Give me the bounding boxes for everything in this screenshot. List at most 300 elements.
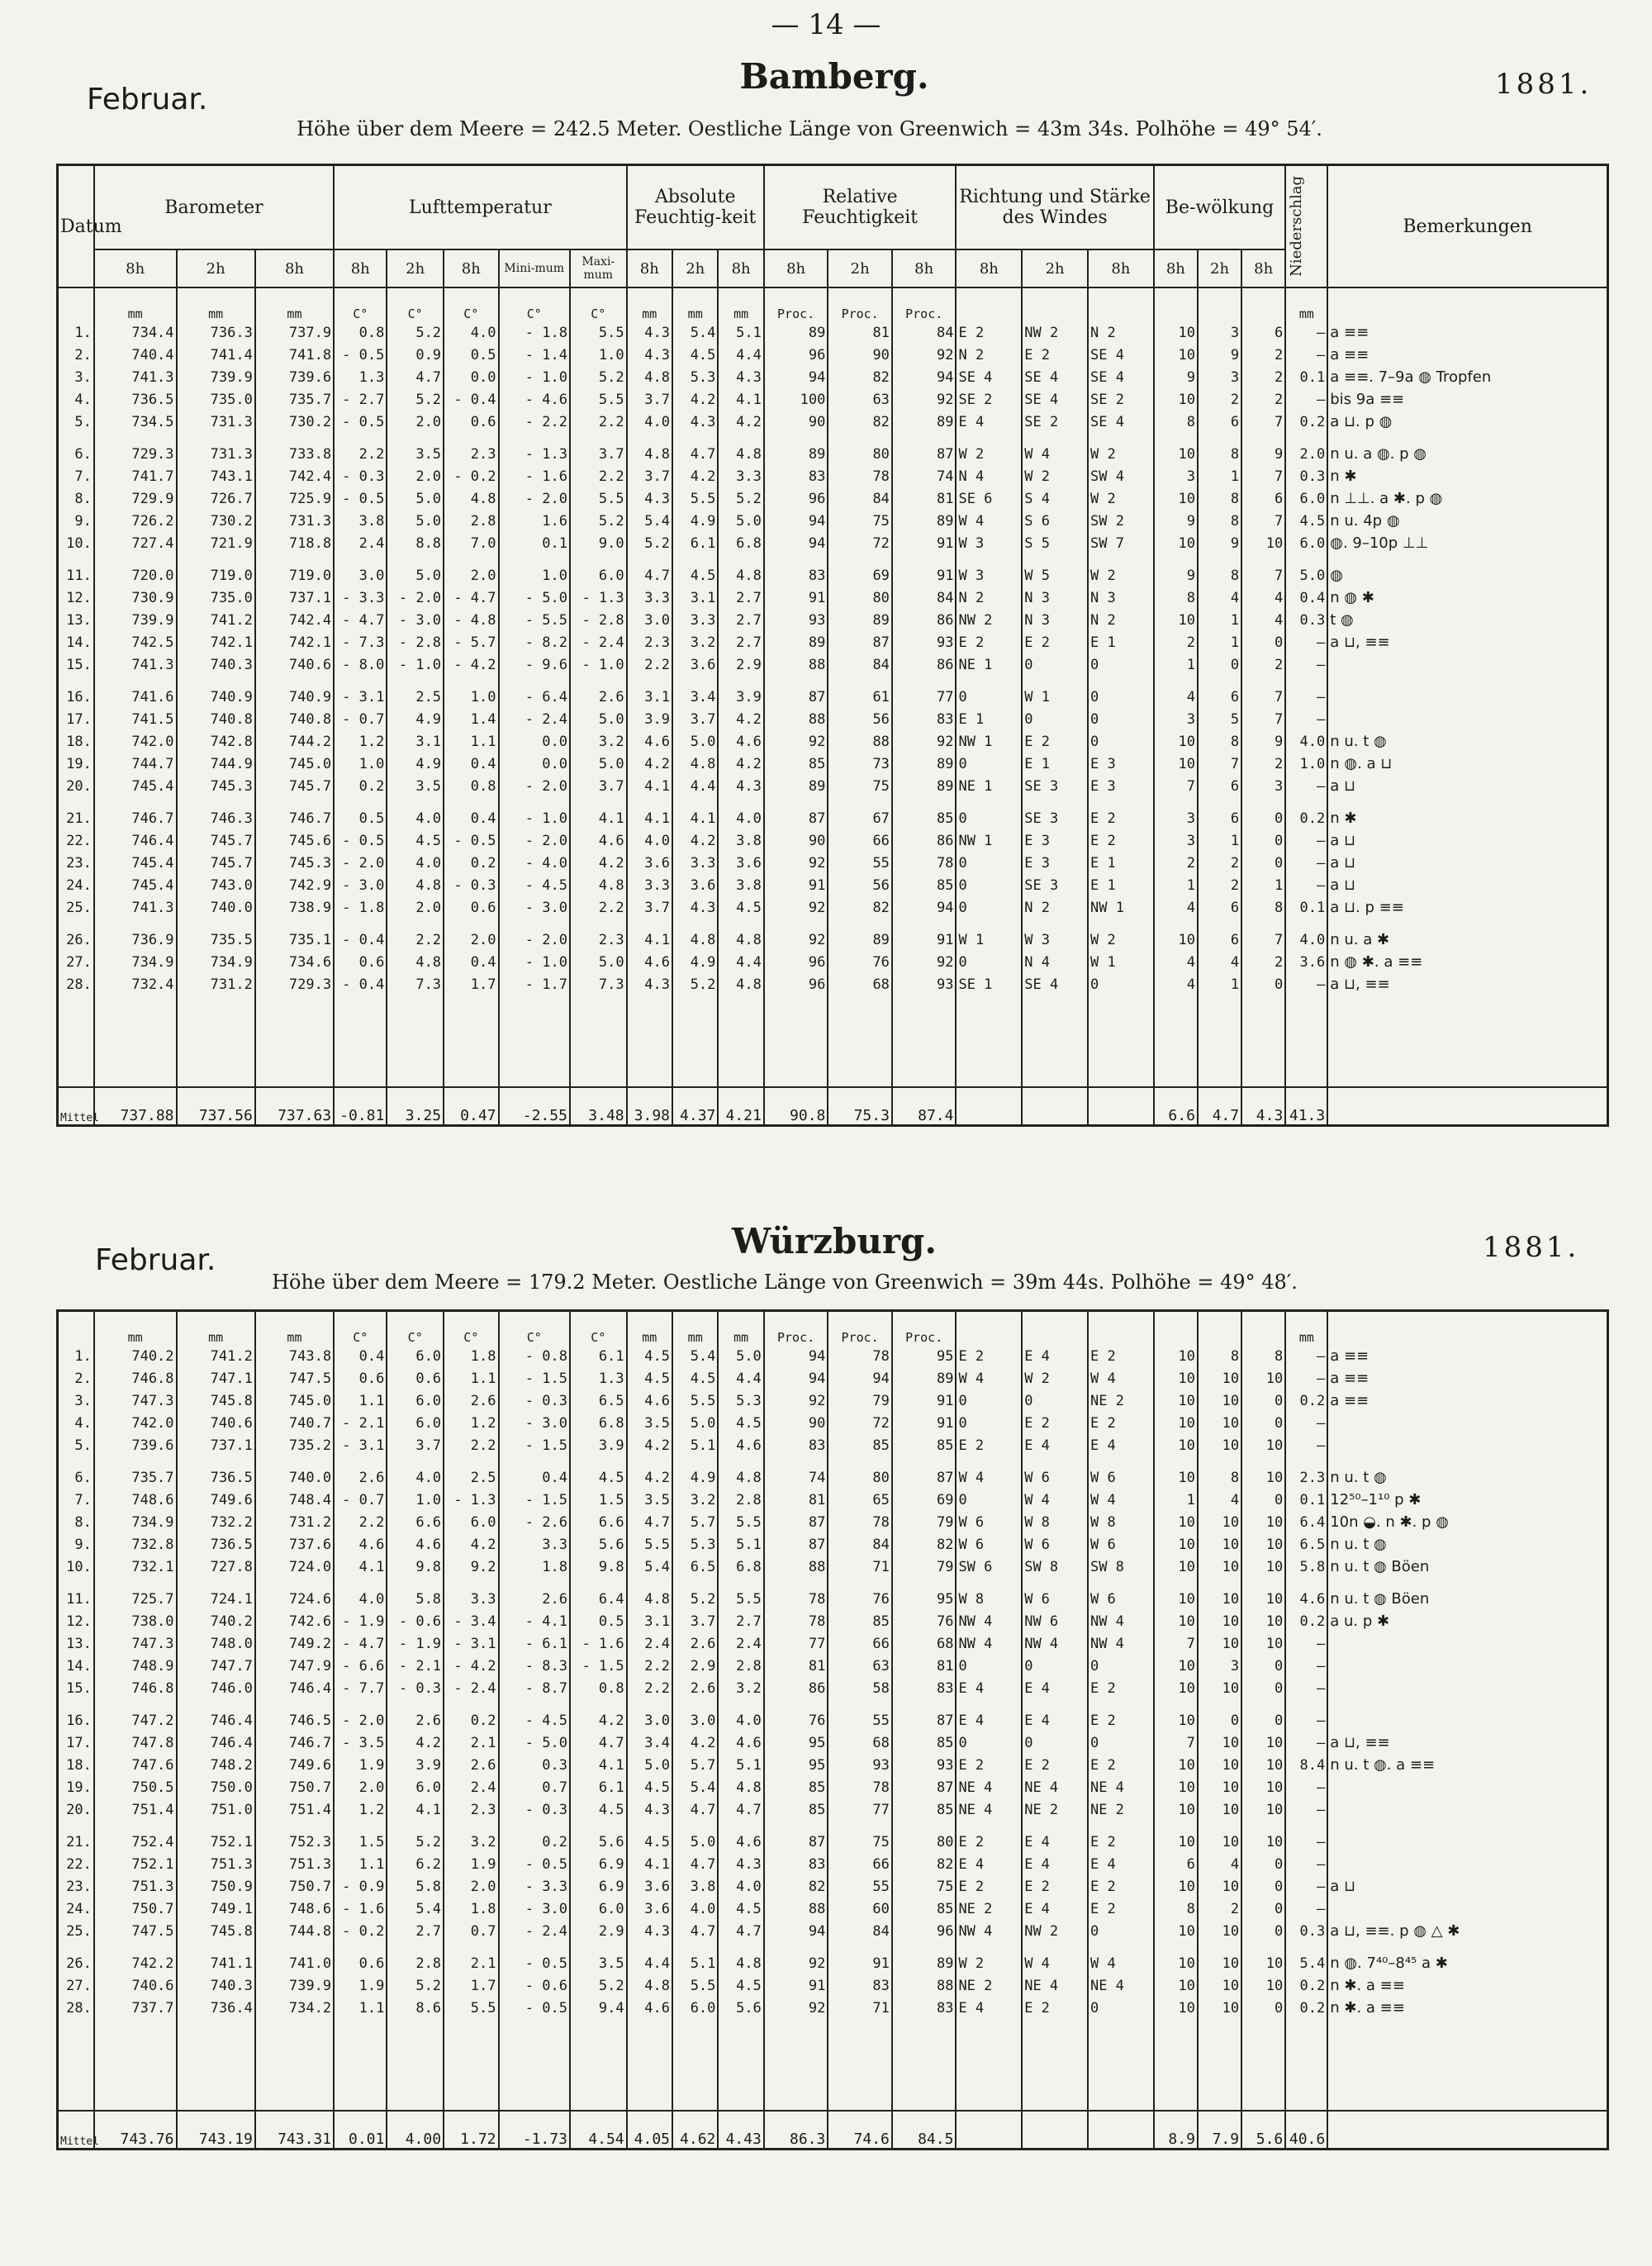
value-cell: 10 [1198, 1798, 1241, 1821]
value-cell: 6 [1154, 1853, 1198, 1875]
day-cell: 28. [58, 1997, 94, 2019]
day-cell: 11. [58, 564, 94, 587]
value-cell: 734.4 [94, 321, 177, 344]
value-cell: E 4 [1022, 1434, 1088, 1456]
value-cell: E 2 [956, 1754, 1022, 1776]
day-cell: 23. [58, 1875, 94, 1898]
value-cell: 4.5 [718, 1974, 763, 1997]
month-label: Februar. [95, 1243, 216, 1277]
value-cell: W 6 [1088, 1588, 1154, 1610]
value-cell: 7.3 [387, 973, 444, 995]
value-cell: 5.5 [627, 1533, 672, 1556]
value-cell: 740.0 [177, 896, 255, 919]
value-cell: - 4.7 [334, 609, 387, 631]
value-cell: 736.9 [94, 929, 177, 951]
value-cell: 10 [1154, 388, 1198, 411]
value-cell: 10 [1241, 1632, 1285, 1655]
value-cell: 10 [1198, 1776, 1241, 1798]
value-cell: 5.0 [672, 1831, 718, 1853]
value-cell: - 7.7 [334, 1677, 387, 1699]
value-cell: 3.3 [499, 1533, 570, 1556]
value-cell: 88 [892, 1974, 957, 1997]
value-cell: — [1285, 775, 1327, 797]
table-row [58, 1511, 1608, 1533]
value-cell: 4.4 [672, 775, 718, 797]
value-cell: 10 [1241, 1367, 1285, 1390]
value-cell: 2.3 [444, 1798, 498, 1821]
day-cell: 11. [58, 1588, 94, 1610]
remark-cell [1327, 686, 1607, 708]
value-cell: SW 8 [1088, 1556, 1154, 1578]
value-cell: - 2.4 [499, 1920, 570, 1942]
table-row [58, 564, 1608, 587]
value-cell: NW 4 [1022, 1632, 1088, 1655]
value-cell: - 0.9 [334, 1875, 387, 1898]
value-cell: 10 [1154, 1776, 1198, 1798]
value-cell: SE 2 [1088, 388, 1154, 411]
value-cell: 4.5 [627, 1831, 672, 1853]
value-cell: 0 [1022, 1390, 1088, 1412]
value-cell: 95 [764, 1732, 828, 1754]
value-cell: 83 [828, 1974, 892, 1997]
remark-cell: n u. a ◍. p ◍ [1327, 443, 1607, 465]
value-cell: 8 [1198, 510, 1241, 532]
value-cell: 10 [1198, 1533, 1241, 1556]
value-cell: 96 [892, 1920, 957, 1942]
header-niederschlag-label: Niederschlag [1288, 176, 1306, 277]
value-cell: 734.6 [255, 951, 334, 973]
value-cell: E 2 [956, 1875, 1022, 1898]
value-cell: 2.0 [387, 465, 444, 487]
value-cell: 10 [1198, 1632, 1241, 1655]
value-cell: 4.1 [570, 1754, 627, 1776]
value-cell: 80 [828, 1466, 892, 1489]
value-cell: NE 2 [956, 1974, 1022, 1997]
value-cell: 4.2 [444, 1533, 498, 1556]
value-cell: - 0.6 [387, 1610, 444, 1632]
value-cell: - 4.7 [334, 1632, 387, 1655]
value-cell: 4.7 [627, 1511, 672, 1533]
value-cell: 4.6 [334, 1533, 387, 1556]
value-cell: 740.3 [177, 653, 255, 676]
value-cell: 4.3 [718, 775, 763, 797]
day-cell: 24. [58, 874, 94, 896]
table-row [58, 686, 1608, 708]
value-cell: 87 [764, 686, 828, 708]
value-cell: SE 3 [1022, 874, 1088, 896]
value-cell: 4.6 [718, 1434, 763, 1456]
day-cell: 16. [58, 686, 94, 708]
value-cell: 735.0 [177, 388, 255, 411]
value-cell: 0 [1198, 653, 1241, 676]
value-cell: 5.6 [718, 1997, 763, 2019]
mean-value: 743.31 [255, 2111, 334, 2150]
value-cell: 4.8 [570, 874, 627, 896]
value-cell: 3.7 [672, 1610, 718, 1632]
value-cell: 0.1 [1285, 366, 1327, 388]
value-cell: 4.5 [387, 829, 444, 852]
value-cell: 744.2 [255, 730, 334, 753]
value-cell: 76 [892, 1610, 957, 1632]
unit-proc: Proc. [828, 1311, 892, 1346]
value-cell: 3.3 [627, 874, 672, 896]
value-cell: 0.3 [499, 1754, 570, 1776]
value-cell: E 2 [956, 321, 1022, 344]
value-cell: — [1285, 1798, 1327, 1821]
value-cell: 745.4 [94, 874, 177, 896]
value-cell: 6.6 [570, 1511, 627, 1533]
value-cell: 10 [1198, 1677, 1241, 1699]
value-cell: 737.7 [94, 1997, 177, 2019]
table-row [58, 852, 1608, 874]
remark-cell [1327, 1831, 1607, 1853]
value-cell: 5.6 [570, 1533, 627, 1556]
value-cell: 5.1 [718, 321, 763, 344]
remark-cell: n ◍ ✱. a ≡≡ [1327, 951, 1607, 973]
value-cell: 92 [892, 388, 957, 411]
value-cell: 6.8 [718, 1556, 763, 1578]
mean-value: 90.8 [764, 1087, 828, 1126]
value-cell: 92 [892, 730, 957, 753]
value-cell: 78 [764, 1610, 828, 1632]
value-cell: 745.3 [255, 852, 334, 874]
day-cell: 18. [58, 1754, 94, 1776]
value-cell: - 9.6 [499, 653, 570, 676]
value-cell: 10 [1154, 443, 1198, 465]
value-cell: 82 [892, 1533, 957, 1556]
table-row [58, 1489, 1608, 1511]
value-cell: 7.0 [444, 532, 498, 554]
value-cell: 87 [764, 1533, 828, 1556]
value-cell: 10 [1198, 1367, 1241, 1390]
mean-value: 4.62 [672, 2111, 718, 2150]
year-label: 1881. [1483, 1231, 1580, 1264]
value-cell: 10 [1241, 1974, 1285, 1997]
page-number: — 14 — [771, 8, 881, 41]
value-cell: 87 [892, 1466, 957, 1489]
value-cell: E 2 [1022, 1997, 1088, 2019]
value-cell: 2 [1241, 366, 1285, 388]
value-cell: 2.2 [627, 1677, 672, 1699]
subheader-max: Maxi-mum [570, 249, 627, 287]
value-cell: 1.3 [334, 366, 387, 388]
value-cell: - 0.4 [334, 973, 387, 995]
value-cell: 742.6 [255, 1610, 334, 1632]
value-cell: 1.5 [334, 1831, 387, 1853]
value-cell: 7 [1241, 929, 1285, 951]
value-cell: - 5.0 [499, 587, 570, 609]
value-cell: 9 [1198, 344, 1241, 366]
value-cell: 732.4 [94, 973, 177, 995]
value-cell: 4.5 [570, 1798, 627, 1821]
value-cell: 2.2 [334, 1511, 387, 1533]
value-cell: 87 [892, 1776, 957, 1798]
table-row [58, 807, 1608, 829]
value-cell: 1.0 [1285, 753, 1327, 775]
value-cell: N 2 [1088, 321, 1154, 344]
day-cell: 9. [58, 1533, 94, 1556]
value-cell: 5.5 [672, 487, 718, 510]
value-cell: 5.2 [570, 1974, 627, 1997]
remark-cell: bis 9a ≡≡ [1327, 388, 1607, 411]
value-cell: - 0.5 [334, 411, 387, 433]
value-cell: 4.6 [387, 1533, 444, 1556]
mean-value: 737.88 [94, 1087, 177, 1126]
value-cell: 10 [1154, 753, 1198, 775]
remark-cell [1327, 1853, 1607, 1875]
value-cell: S 4 [1022, 487, 1088, 510]
value-cell: 4.8 [718, 973, 763, 995]
value-cell: 5.3 [718, 1390, 763, 1412]
mean-value: 4.37 [672, 1087, 718, 1126]
value-cell: 2.0 [1285, 443, 1327, 465]
unit-c: C° [444, 287, 498, 321]
value-cell: 87 [892, 1709, 957, 1732]
value-cell: - 0.8 [499, 1345, 570, 1367]
value-cell: - 4.2 [444, 653, 498, 676]
value-cell: 4.9 [387, 708, 444, 730]
mean-value: -1.73 [499, 2111, 570, 2150]
value-cell: 93 [764, 609, 828, 631]
value-cell: 92 [764, 1997, 828, 2019]
value-cell: 89 [764, 443, 828, 465]
value-cell: 3.5 [387, 775, 444, 797]
mean-value: 40.6 [1285, 2111, 1327, 2150]
value-cell: 742.4 [255, 609, 334, 631]
value-cell: 5.1 [672, 1434, 718, 1456]
value-cell: 88 [764, 653, 828, 676]
value-cell: - 1.0 [499, 807, 570, 829]
value-cell: 87 [764, 807, 828, 829]
mean-value: 4.7 [1198, 1087, 1241, 1126]
value-cell: 10 [1241, 1434, 1285, 1456]
day-cell: 20. [58, 1798, 94, 1821]
unit-c: C° [570, 1311, 627, 1346]
value-cell: 4.3 [627, 1920, 672, 1942]
value-cell: 744.9 [177, 753, 255, 775]
value-cell: 10 [1198, 1390, 1241, 1412]
value-cell: - 4.6 [499, 388, 570, 411]
value-cell: 749.1 [177, 1898, 255, 1920]
remark-cell: a ⊔ [1327, 1875, 1607, 1898]
value-cell: 5.2 [387, 321, 444, 344]
value-cell: 3.7 [387, 1434, 444, 1456]
value-cell: 1 [1154, 1489, 1198, 1511]
value-cell: N 2 [1088, 609, 1154, 631]
value-cell: NW 2 [956, 609, 1022, 631]
value-cell: 741.6 [94, 686, 177, 708]
value-cell: E 3 [1022, 852, 1088, 874]
value-cell: 751.4 [94, 1798, 177, 1821]
value-cell: SE 4 [956, 366, 1022, 388]
value-cell: 3 [1241, 775, 1285, 797]
value-cell: - 1.3 [499, 443, 570, 465]
value-cell: 73 [828, 753, 892, 775]
value-cell: W 2 [956, 1952, 1022, 1974]
value-cell: 4.3 [627, 344, 672, 366]
value-cell: 4.0 [627, 829, 672, 852]
value-cell: 746.3 [177, 807, 255, 829]
value-cell: 750.0 [177, 1776, 255, 1798]
value-cell: 733.8 [255, 443, 334, 465]
value-cell: 4.3 [627, 487, 672, 510]
value-cell: 76 [828, 1588, 892, 1610]
table-row [58, 366, 1608, 388]
value-cell: SE 4 [1022, 366, 1088, 388]
value-cell: 4.0 [718, 807, 763, 829]
value-cell: 742.5 [94, 631, 177, 653]
unit-mm: mm [1285, 1311, 1327, 1346]
remark-cell [1327, 653, 1607, 676]
value-cell: 85 [892, 1798, 957, 1821]
value-cell: 732.2 [177, 1511, 255, 1533]
value-cell: 0.4 [444, 753, 498, 775]
value-cell: 3.6 [627, 1898, 672, 1920]
day-cell: 23. [58, 852, 94, 874]
value-cell: 0.8 [334, 321, 387, 344]
value-cell: 4.7 [627, 564, 672, 587]
value-cell: 1 [1198, 829, 1241, 852]
value-cell: 81 [892, 487, 957, 510]
value-cell: 4.3 [627, 973, 672, 995]
value-cell: 96 [764, 487, 828, 510]
value-cell: 4.8 [387, 951, 444, 973]
value-cell: NW 4 [956, 1610, 1022, 1632]
value-cell: 4.4 [718, 344, 763, 366]
value-cell: 4 [1241, 587, 1285, 609]
value-cell: 2.4 [444, 1776, 498, 1798]
value-cell: 72 [828, 1412, 892, 1434]
value-cell: 85 [828, 1610, 892, 1632]
value-cell: 2.9 [570, 1920, 627, 1942]
value-cell: 4.6 [718, 1732, 763, 1754]
value-cell: 3.7 [672, 708, 718, 730]
value-cell: 6.0 [672, 1997, 718, 2019]
value-cell: 75 [828, 510, 892, 532]
value-cell: 3.2 [672, 1489, 718, 1511]
value-cell: 740.6 [177, 1412, 255, 1434]
value-cell: 4.3 [718, 1853, 763, 1875]
value-cell: 2.2 [444, 1434, 498, 1456]
value-cell: 79 [892, 1556, 957, 1578]
remark-cell [1327, 1632, 1607, 1655]
value-cell: W 4 [956, 1466, 1022, 1489]
value-cell: 6.8 [570, 1412, 627, 1434]
value-cell: E 4 [956, 1853, 1022, 1875]
value-cell: 86 [764, 1677, 828, 1699]
value-cell: - 2.6 [499, 1511, 570, 1533]
day-cell: 26. [58, 929, 94, 951]
value-cell: 752.1 [177, 1831, 255, 1853]
value-cell: SE 4 [1022, 973, 1088, 995]
value-cell: - 4.1 [499, 1610, 570, 1632]
value-cell: 10 [1198, 1588, 1241, 1610]
value-cell: — [1285, 874, 1327, 896]
value-cell: 74 [764, 1466, 828, 1489]
unit-proc: Proc. [892, 1311, 957, 1346]
value-cell: E 3 [1088, 775, 1154, 797]
value-cell: N 2 [1022, 896, 1088, 919]
value-cell: 5.0 [627, 1754, 672, 1776]
value-cell: 1 [1241, 874, 1285, 896]
value-cell: E 3 [1088, 753, 1154, 775]
value-cell: — [1285, 1632, 1327, 1655]
value-cell: 745.3 [177, 775, 255, 797]
value-cell: E 4 [1088, 1434, 1154, 1456]
value-cell: 746.7 [255, 1732, 334, 1754]
value-cell: 82 [828, 896, 892, 919]
value-cell: - 1.0 [499, 951, 570, 973]
mean-label: Mittel [58, 1087, 94, 1126]
value-cell: 740.9 [177, 686, 255, 708]
value-cell: SE 4 [1088, 344, 1154, 366]
value-cell: — [1285, 1367, 1327, 1390]
value-cell: - 8.7 [499, 1677, 570, 1699]
value-cell: 10 [1154, 1367, 1198, 1390]
value-cell: 4 [1154, 951, 1198, 973]
value-cell: 2.2 [570, 411, 627, 433]
mean-row [58, 2111, 1608, 2150]
value-cell: 4.8 [672, 929, 718, 951]
value-cell: 100 [764, 388, 828, 411]
value-cell: SE 4 [1088, 411, 1154, 433]
value-cell: 746.4 [177, 1732, 255, 1754]
value-cell: 0 [956, 1655, 1022, 1677]
mean-value: 8.9 [1154, 2111, 1198, 2150]
value-cell: 74 [892, 465, 957, 487]
day-cell: 22. [58, 1853, 94, 1875]
value-cell: 0.1 [1285, 896, 1327, 919]
value-cell: 3.8 [672, 1875, 718, 1898]
table-row [58, 1588, 1608, 1610]
mean-value: 87.4 [892, 1087, 957, 1126]
value-cell: 5.1 [672, 1952, 718, 1974]
value-cell: 4.0 [387, 852, 444, 874]
table-row [58, 1345, 1608, 1367]
value-cell: 81 [828, 321, 892, 344]
value-cell: 740.0 [255, 1466, 334, 1489]
value-cell: 10 [1198, 1511, 1241, 1533]
value-cell: 10 [1198, 1875, 1241, 1898]
value-cell: S 5 [1022, 532, 1088, 554]
value-cell: E 4 [956, 411, 1022, 433]
value-cell: 5.5 [672, 1390, 718, 1412]
value-cell: 1.9 [444, 1853, 498, 1875]
day-cell: 24. [58, 1898, 94, 1920]
value-cell: 82 [828, 411, 892, 433]
table-row [58, 1798, 1608, 1821]
value-cell: E 1 [1088, 852, 1154, 874]
value-cell: 2.5 [387, 686, 444, 708]
value-cell: 2 [1241, 388, 1285, 411]
remark-cell: a ≡≡ [1327, 344, 1607, 366]
value-cell: - 0.3 [387, 1677, 444, 1699]
day-cell: 8. [58, 487, 94, 510]
value-cell: 4.7 [672, 1920, 718, 1942]
value-cell: 3 [1154, 708, 1198, 730]
value-cell: - 8.2 [499, 631, 570, 653]
value-cell: 2.0 [334, 1776, 387, 1798]
value-cell: E 2 [956, 1345, 1022, 1367]
value-cell: 3 [1154, 807, 1198, 829]
value-cell: 0.0 [499, 753, 570, 775]
value-cell: 4.8 [718, 929, 763, 951]
value-cell: 3.7 [570, 775, 627, 797]
remark-cell: n u. t ◍ Böen [1327, 1588, 1607, 1610]
value-cell: 2.1 [444, 1732, 498, 1754]
value-cell: 72 [828, 532, 892, 554]
value-cell: 4.3 [627, 321, 672, 344]
